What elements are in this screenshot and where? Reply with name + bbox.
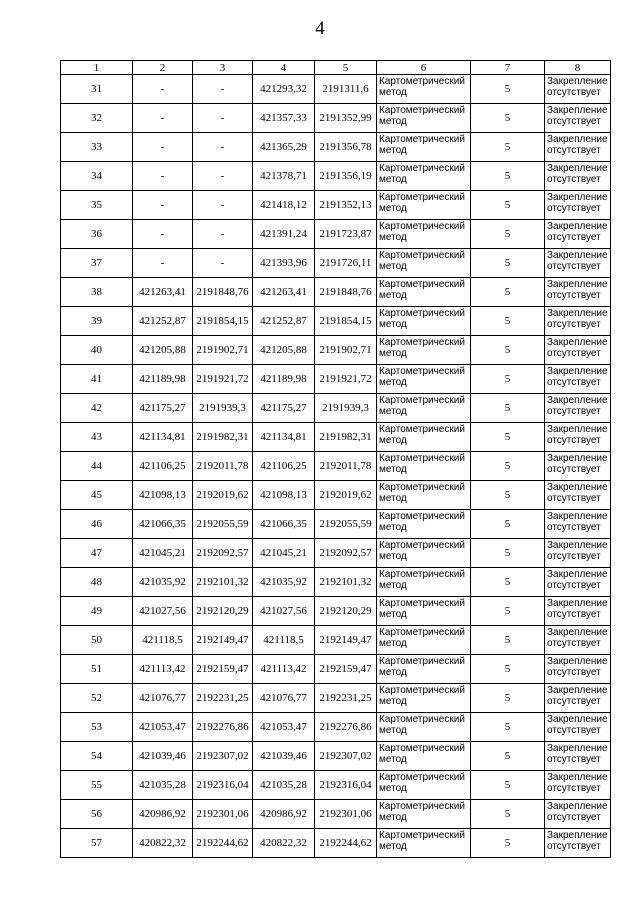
accuracy-cell: 5 (471, 278, 545, 307)
marking-description-cell: Закрепление отсутствует (545, 423, 611, 452)
determination-method-cell: Картометрический метод (377, 452, 471, 481)
point-number-cell: 46 (61, 510, 133, 539)
marking-description-cell: Закрепление отсутствует (545, 829, 611, 858)
determination-method-cell: Картометрический метод (377, 249, 471, 278)
accuracy-cell: 5 (471, 481, 545, 510)
accuracy-cell: 5 (471, 162, 545, 191)
x-coordinate-cell: 421035,28 (253, 771, 315, 800)
old-x-coordinate-cell: 421053,47 (133, 713, 193, 742)
x-coordinate-cell: 421053,47 (253, 713, 315, 742)
old-y-coordinate-cell: 2191939,3 (193, 394, 253, 423)
accuracy-cell: 5 (471, 307, 545, 336)
old-x-coordinate-cell: 421039,46 (133, 742, 193, 771)
old-y-coordinate-cell: 2191982,31 (193, 423, 253, 452)
x-coordinate-cell: 421357,33 (253, 104, 315, 133)
marking-description-cell: Закрепление отсутствует (545, 191, 611, 220)
x-coordinate-cell: 420986,92 (253, 800, 315, 829)
y-coordinate-cell: 2192301,06 (315, 800, 377, 829)
accuracy-cell: 5 (471, 800, 545, 829)
table-row (61, 829, 611, 858)
old-y-coordinate-cell: 2191921,72 (193, 365, 253, 394)
point-number-cell: 53 (61, 713, 133, 742)
old-x-coordinate-cell: 421189,98 (133, 365, 193, 394)
determination-method-cell: Картометрический метод (377, 481, 471, 510)
determination-method-cell: Картометрический метод (377, 539, 471, 568)
old-x-coordinate-cell: - (133, 191, 193, 220)
table-row (61, 191, 611, 220)
y-coordinate-cell: 2191939,3 (315, 394, 377, 423)
marking-description-cell: Закрепление отсутствует (545, 481, 611, 510)
point-number-cell: 37 (61, 249, 133, 278)
y-coordinate-cell: 2191352,13 (315, 191, 377, 220)
marking-description-cell: Закрепление отсутствует (545, 771, 611, 800)
point-number-cell: 35 (61, 191, 133, 220)
table-row (61, 104, 611, 133)
x-coordinate-cell: 421045,21 (253, 539, 315, 568)
accuracy-cell: 5 (471, 829, 545, 858)
point-number-cell: 36 (61, 220, 133, 249)
y-coordinate-cell: 2192101,32 (315, 568, 377, 597)
x-coordinate-cell: 421175,27 (253, 394, 315, 423)
y-coordinate-cell: 2191311,6 (315, 75, 377, 104)
column-header: 5 (315, 61, 377, 75)
y-coordinate-cell: 2191726,11 (315, 249, 377, 278)
table-row (61, 481, 611, 510)
point-number-cell: 38 (61, 278, 133, 307)
marking-description-cell: Закрепление отсутствует (545, 568, 611, 597)
y-coordinate-cell: 2192149,47 (315, 626, 377, 655)
old-y-coordinate-cell: 2192019,62 (193, 481, 253, 510)
column-header: 7 (471, 61, 545, 75)
determination-method-cell: Картометрический метод (377, 336, 471, 365)
accuracy-cell: 5 (471, 220, 545, 249)
table-row (61, 394, 611, 423)
old-x-coordinate-cell: 421205,88 (133, 336, 193, 365)
table-header-row (61, 61, 611, 75)
old-y-coordinate-cell: 2192244,62 (193, 829, 253, 858)
marking-description-cell: Закрепление отсутствует (545, 365, 611, 394)
table-row (61, 162, 611, 191)
marking-description-cell: Закрепление отсутствует (545, 307, 611, 336)
old-y-coordinate-cell: - (193, 220, 253, 249)
table-row (61, 771, 611, 800)
column-header: 8 (545, 61, 611, 75)
table-row (61, 510, 611, 539)
accuracy-cell: 5 (471, 597, 545, 626)
determination-method-cell: Картометрический метод (377, 104, 471, 133)
coordinates-table (60, 60, 611, 858)
y-coordinate-cell: 2191723,87 (315, 220, 377, 249)
accuracy-cell: 5 (471, 365, 545, 394)
y-coordinate-cell: 2191854,15 (315, 307, 377, 336)
point-number-cell: 55 (61, 771, 133, 800)
x-coordinate-cell: 421365,29 (253, 133, 315, 162)
point-number-cell: 57 (61, 829, 133, 858)
point-number-cell: 34 (61, 162, 133, 191)
old-x-coordinate-cell: 420986,92 (133, 800, 193, 829)
y-coordinate-cell: 2192231,25 (315, 684, 377, 713)
x-coordinate-cell: 421263,41 (253, 278, 315, 307)
x-coordinate-cell: 421393,96 (253, 249, 315, 278)
old-x-coordinate-cell: - (133, 220, 193, 249)
old-x-coordinate-cell: - (133, 162, 193, 191)
determination-method-cell: Картометрический метод (377, 510, 471, 539)
y-coordinate-cell: 2191356,78 (315, 133, 377, 162)
table-row (61, 742, 611, 771)
marking-description-cell: Закрепление отсутствует (545, 133, 611, 162)
table-body (61, 75, 611, 858)
determination-method-cell: Картометрический метод (377, 800, 471, 829)
old-x-coordinate-cell: 421263,41 (133, 278, 193, 307)
old-y-coordinate-cell: 2191848,76 (193, 278, 253, 307)
determination-method-cell: Картометрический метод (377, 394, 471, 423)
old-y-coordinate-cell: 2192101,32 (193, 568, 253, 597)
point-number-cell: 50 (61, 626, 133, 655)
old-y-coordinate-cell: 2192301,06 (193, 800, 253, 829)
table-row (61, 365, 611, 394)
old-y-coordinate-cell: - (193, 104, 253, 133)
column-header: 4 (253, 61, 315, 75)
y-coordinate-cell: 2191848,76 (315, 278, 377, 307)
accuracy-cell: 5 (471, 249, 545, 278)
accuracy-cell: 5 (471, 510, 545, 539)
marking-description-cell: Закрепление отсутствует (545, 162, 611, 191)
accuracy-cell: 5 (471, 394, 545, 423)
table-row (61, 307, 611, 336)
accuracy-cell: 5 (471, 423, 545, 452)
determination-method-cell: Картометрический метод (377, 162, 471, 191)
marking-description-cell: Закрепление отсутствует (545, 800, 611, 829)
marking-description-cell: Закрепление отсутствует (545, 249, 611, 278)
point-number-cell: 48 (61, 568, 133, 597)
point-number-cell: 40 (61, 336, 133, 365)
point-number-cell: 39 (61, 307, 133, 336)
determination-method-cell: Картометрический метод (377, 568, 471, 597)
accuracy-cell: 5 (471, 568, 545, 597)
table-row (61, 133, 611, 162)
x-coordinate-cell: 421418,12 (253, 191, 315, 220)
accuracy-cell: 5 (471, 452, 545, 481)
point-number-cell: 45 (61, 481, 133, 510)
y-coordinate-cell: 2191921,72 (315, 365, 377, 394)
x-coordinate-cell: 421293,32 (253, 75, 315, 104)
old-x-coordinate-cell: - (133, 104, 193, 133)
old-y-coordinate-cell: - (193, 75, 253, 104)
point-number-cell: 42 (61, 394, 133, 423)
y-coordinate-cell: 2192120,29 (315, 597, 377, 626)
x-coordinate-cell: 421076,77 (253, 684, 315, 713)
accuracy-cell: 5 (471, 771, 545, 800)
old-y-coordinate-cell: 2191854,15 (193, 307, 253, 336)
determination-method-cell: Картометрический метод (377, 191, 471, 220)
old-x-coordinate-cell: 421027,56 (133, 597, 193, 626)
old-x-coordinate-cell: 421113,42 (133, 655, 193, 684)
old-y-coordinate-cell: 2192055,59 (193, 510, 253, 539)
determination-method-cell: Картометрический метод (377, 742, 471, 771)
accuracy-cell: 5 (471, 742, 545, 771)
column-header: 1 (61, 61, 133, 75)
table-row (61, 800, 611, 829)
table-row (61, 249, 611, 278)
accuracy-cell: 5 (471, 191, 545, 220)
marking-description-cell: Закрепление отсутствует (545, 510, 611, 539)
old-x-coordinate-cell: 421076,77 (133, 684, 193, 713)
old-y-coordinate-cell: 2192307,02 (193, 742, 253, 771)
table-row (61, 684, 611, 713)
accuracy-cell: 5 (471, 713, 545, 742)
marking-description-cell: Закрепление отсутствует (545, 655, 611, 684)
old-x-coordinate-cell: 421045,21 (133, 539, 193, 568)
accuracy-cell: 5 (471, 539, 545, 568)
old-x-coordinate-cell: 420822,32 (133, 829, 193, 858)
marking-description-cell: Закрепление отсутствует (545, 75, 611, 104)
determination-method-cell: Картометрический метод (377, 597, 471, 626)
y-coordinate-cell: 2192092,57 (315, 539, 377, 568)
y-coordinate-cell: 2192316,04 (315, 771, 377, 800)
marking-description-cell: Закрепление отсутствует (545, 626, 611, 655)
table-row (61, 75, 611, 104)
marking-description-cell: Закрепление отсутствует (545, 336, 611, 365)
table-row (61, 278, 611, 307)
old-y-coordinate-cell: - (193, 249, 253, 278)
x-coordinate-cell: 421252,87 (253, 307, 315, 336)
old-y-coordinate-cell: 2191902,71 (193, 336, 253, 365)
old-y-coordinate-cell: - (193, 191, 253, 220)
table-row (61, 626, 611, 655)
y-coordinate-cell: 2192011,78 (315, 452, 377, 481)
old-x-coordinate-cell: 421118,5 (133, 626, 193, 655)
y-coordinate-cell: 2192276,86 (315, 713, 377, 742)
table-row (61, 568, 611, 597)
determination-method-cell: Картометрический метод (377, 307, 471, 336)
y-coordinate-cell: 2192055,59 (315, 510, 377, 539)
table-row (61, 655, 611, 684)
point-number-cell: 52 (61, 684, 133, 713)
old-y-coordinate-cell: - (193, 162, 253, 191)
old-y-coordinate-cell: 2192276,86 (193, 713, 253, 742)
point-number-cell: 43 (61, 423, 133, 452)
x-coordinate-cell: 421098,13 (253, 481, 315, 510)
x-coordinate-cell: 421027,56 (253, 597, 315, 626)
point-number-cell: 54 (61, 742, 133, 771)
marking-description-cell: Закрепление отсутствует (545, 539, 611, 568)
marking-description-cell: Закрепление отсутствует (545, 684, 611, 713)
old-x-coordinate-cell: 421106,25 (133, 452, 193, 481)
marking-description-cell: Закрепление отсутствует (545, 452, 611, 481)
old-x-coordinate-cell: 421098,13 (133, 481, 193, 510)
x-coordinate-cell: 421391,24 (253, 220, 315, 249)
table-row (61, 423, 611, 452)
old-x-coordinate-cell: - (133, 75, 193, 104)
marking-description-cell: Закрепление отсутствует (545, 220, 611, 249)
point-number-cell: 51 (61, 655, 133, 684)
marking-description-cell: Закрепление отсутствует (545, 597, 611, 626)
x-coordinate-cell: 421113,42 (253, 655, 315, 684)
x-coordinate-cell: 421134,81 (253, 423, 315, 452)
old-x-coordinate-cell: 421035,28 (133, 771, 193, 800)
point-number-cell: 56 (61, 800, 133, 829)
y-coordinate-cell: 2191352,99 (315, 104, 377, 133)
table-row (61, 452, 611, 481)
column-header: 3 (193, 61, 253, 75)
accuracy-cell: 5 (471, 104, 545, 133)
y-coordinate-cell: 2191902,71 (315, 336, 377, 365)
point-number-cell: 44 (61, 452, 133, 481)
table-row (61, 713, 611, 742)
y-coordinate-cell: 2192019,62 (315, 481, 377, 510)
old-y-coordinate-cell: - (193, 133, 253, 162)
accuracy-cell: 5 (471, 133, 545, 162)
determination-method-cell: Картометрический метод (377, 75, 471, 104)
old-y-coordinate-cell: 2192159,47 (193, 655, 253, 684)
old-y-coordinate-cell: 2192149,47 (193, 626, 253, 655)
determination-method-cell: Картометрический метод (377, 684, 471, 713)
determination-method-cell: Картометрический метод (377, 133, 471, 162)
old-y-coordinate-cell: 2192011,78 (193, 452, 253, 481)
marking-description-cell: Закрепление отсутствует (545, 742, 611, 771)
accuracy-cell: 5 (471, 75, 545, 104)
y-coordinate-cell: 2191982,31 (315, 423, 377, 452)
table-row (61, 336, 611, 365)
table-row (61, 539, 611, 568)
page-number: 4 (315, 18, 325, 39)
y-coordinate-cell: 2192159,47 (315, 655, 377, 684)
old-y-coordinate-cell: 2192231,25 (193, 684, 253, 713)
determination-method-cell: Картометрический метод (377, 829, 471, 858)
point-number-cell: 32 (61, 104, 133, 133)
determination-method-cell: Картометрический метод (377, 365, 471, 394)
point-number-cell: 31 (61, 75, 133, 104)
determination-method-cell: Картометрический метод (377, 220, 471, 249)
x-coordinate-cell: 421205,88 (253, 336, 315, 365)
old-x-coordinate-cell: 421066,35 (133, 510, 193, 539)
old-x-coordinate-cell: 421175,27 (133, 394, 193, 423)
y-coordinate-cell: 2192244,62 (315, 829, 377, 858)
x-coordinate-cell: 421118,5 (253, 626, 315, 655)
point-number-cell: 41 (61, 365, 133, 394)
table-row (61, 597, 611, 626)
old-x-coordinate-cell: 421134,81 (133, 423, 193, 452)
determination-method-cell: Картометрический метод (377, 771, 471, 800)
accuracy-cell: 5 (471, 336, 545, 365)
accuracy-cell: 5 (471, 655, 545, 684)
determination-method-cell: Картометрический метод (377, 713, 471, 742)
determination-method-cell: Картометрический метод (377, 278, 471, 307)
old-x-coordinate-cell: 421035,92 (133, 568, 193, 597)
marking-description-cell: Закрепление отсутствует (545, 713, 611, 742)
determination-method-cell: Картометрический метод (377, 423, 471, 452)
marking-description-cell: Закрепление отсутствует (545, 104, 611, 133)
old-y-coordinate-cell: 2192120,29 (193, 597, 253, 626)
x-coordinate-cell: 420822,32 (253, 829, 315, 858)
marking-description-cell: Закрепление отсутствует (545, 394, 611, 423)
column-header: 6 (377, 61, 471, 75)
column-header: 2 (133, 61, 193, 75)
point-number-cell: 47 (61, 539, 133, 568)
table-row (61, 220, 611, 249)
y-coordinate-cell: 2191356,19 (315, 162, 377, 191)
point-number-cell: 33 (61, 133, 133, 162)
x-coordinate-cell: 421039,46 (253, 742, 315, 771)
marking-description-cell: Закрепление отсутствует (545, 278, 611, 307)
x-coordinate-cell: 421106,25 (253, 452, 315, 481)
x-coordinate-cell: 421378,71 (253, 162, 315, 191)
accuracy-cell: 5 (471, 684, 545, 713)
y-coordinate-cell: 2192307,02 (315, 742, 377, 771)
determination-method-cell: Картометрический метод (377, 626, 471, 655)
x-coordinate-cell: 421035,92 (253, 568, 315, 597)
x-coordinate-cell: 421066,35 (253, 510, 315, 539)
old-y-coordinate-cell: 2192316,04 (193, 771, 253, 800)
point-number-cell: 49 (61, 597, 133, 626)
accuracy-cell: 5 (471, 626, 545, 655)
determination-method-cell: Картометрический метод (377, 655, 471, 684)
old-x-coordinate-cell: - (133, 249, 193, 278)
x-coordinate-cell: 421189,98 (253, 365, 315, 394)
old-x-coordinate-cell: 421252,87 (133, 307, 193, 336)
old-x-coordinate-cell: - (133, 133, 193, 162)
old-y-coordinate-cell: 2192092,57 (193, 539, 253, 568)
